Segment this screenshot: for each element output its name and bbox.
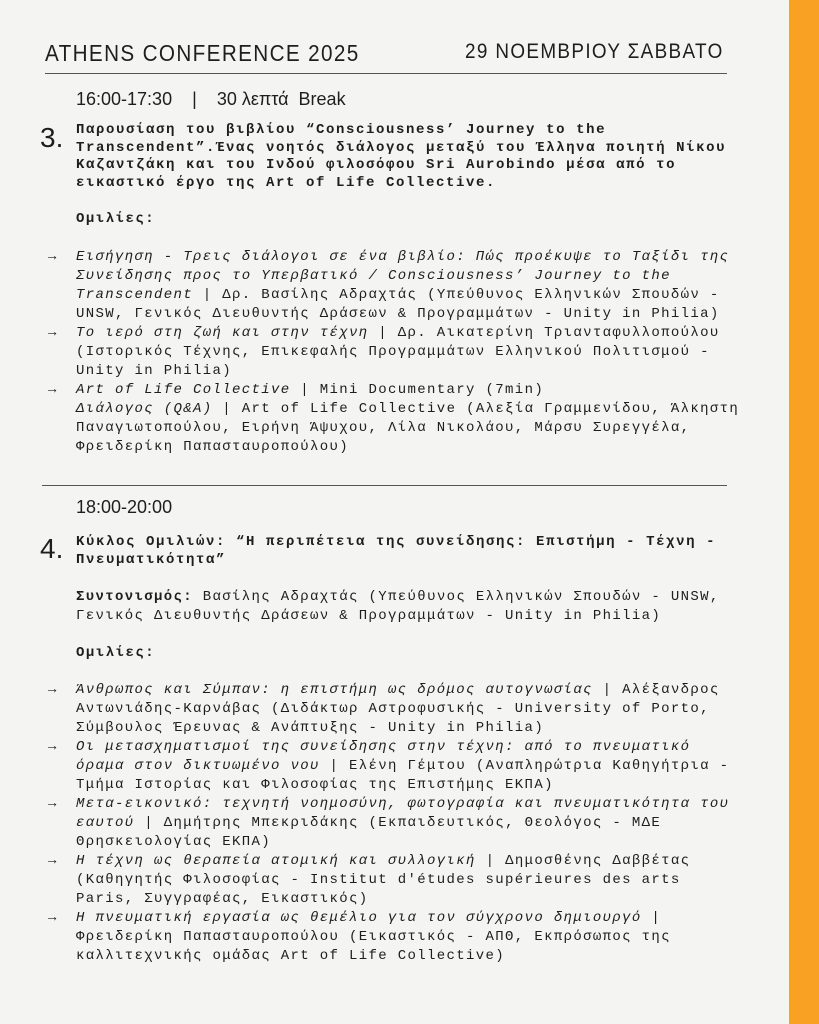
coordinator-label: Συντονισμός: <box>76 589 194 605</box>
arrow-icon: → <box>48 382 58 398</box>
session4-talks <box>48 681 748 966</box>
talk-speaker: | Art of Life Collective (Αλεξία Γραμμενίδου, Άλκηστη Παναγιωτοπούλου, Ειρήνη Άψυχου, Λίλα Νικολάου, Μάρσυ Συρεγγέλα, Φρειδερίκη Παπασταυροπούλου) <box>76 401 740 455</box>
arrow-icon: → <box>48 910 58 926</box>
session3-number: 3. <box>40 122 64 153</box>
talk-speaker: | Ελένη Γέμτου (Αναπληρώτρια Καθηγήτρια - Τμήμα Ιστορίας και Φιλοσοφίας της Επιστήμης ΕΚΠΑ) <box>76 758 730 793</box>
talk-title: Η πνευματική εργασία ως θεμέλιο για τον σύγχρονο δημιουργό <box>76 910 642 926</box>
arrow-icon: → <box>48 853 58 869</box>
talk-title: Το ιερό στη ζωή και στην τέχνη <box>76 325 369 341</box>
talk-speaker: | Mini Documentary (7min) <box>290 382 545 398</box>
conference-date: 29 ΝΟΕΜΒΡΙΟΥ ΣΑΒΒΑΤΟ <box>465 40 724 63</box>
talk-speaker: | Δημοσθένης Δαββέτας (Καθηγητής Φιλοσοφίας - Institut d'études supérieures des arts Paris, Συγγραφέας, Εικαστικός) <box>76 853 691 907</box>
arrow-icon: → <box>48 682 58 698</box>
talk-speaker: | Δρ. Αικατερίνη Τριανταφυλλοπούλου (Ιστορικός Τέχνης, Επικεφαλής Προγραμμάτων Ελληνικού Πολιτισμού - Unity in Philia) <box>76 325 720 379</box>
session4-coordinator <box>76 588 756 626</box>
time-separator: | <box>192 89 197 109</box>
talk-item <box>48 852 748 909</box>
header-divider <box>45 73 727 74</box>
talk-speaker: | Αλέξανδρος Αντωνιάδης-Καρνάβας (Διδάκτωρ Αστροφυσικής - University of Porto, Σύμβουλος Έρευνας & Ανάπτυξης - Unity in Philia) <box>76 682 720 736</box>
talk-item <box>48 681 748 738</box>
session4-title: Κύκλος Ομιλιών: “Η περιπέτεια της συνείδησης: Επιστήμη - Τέχνη - Πνευματικότητα” <box>76 534 717 568</box>
talk-speaker: | Δρ. Βασίλης Αδραχτάς (Υπεύθυνος Ελληνικών Σπουδών - UNSW, Γενικός Διευθυντής Δράσεων & Προγραμμάτων - Unity in Philia) <box>76 287 720 322</box>
talk-item <box>48 400 748 457</box>
talk-title: Διάλογος (Q&A) <box>76 401 213 417</box>
session4-talks-label: Ομιλίες: <box>76 645 156 661</box>
session4-time: 18:00-20:00 <box>76 497 173 517</box>
accent-bar <box>789 0 819 1024</box>
arrow-icon: → <box>48 325 58 341</box>
section-divider <box>42 485 727 486</box>
session3-time-row <box>76 89 346 110</box>
coordinator-text: Βασίλης Αδραχτάς (Υπεύθυνος Ελληνικών Σπουδών - UNSW, Γενικός Διευθυντής Δράσεων & Προγραμμάτων - Unity in Philia) <box>76 589 720 624</box>
talk-item <box>48 381 748 400</box>
arrow-icon: → <box>48 796 58 812</box>
conference-title: ATHENS CONFERENCE 2025 <box>45 40 360 66</box>
talk-item <box>48 909 748 966</box>
talk-item <box>48 248 748 324</box>
talk-title: Η τέχνη ως θεραπεία ατομική και συλλογική <box>76 853 476 869</box>
arrow-icon: → <box>48 739 58 755</box>
talk-item <box>48 738 748 795</box>
talk-item <box>48 795 748 852</box>
talk-title: Μετα-εικονικό: τεχνητή νοημοσύνη, φωτογραφία και πνευματικότητα του εαυτού <box>76 796 730 831</box>
session3-time: 16:00-17:30 <box>76 89 173 109</box>
talk-title: Οι μετασχηματισμοί της συνείδησης στην τέχνη: από το πνευματικό όραμα στον δικτυωμένο νου <box>76 739 691 774</box>
talk-speaker: | Δημήτρης Μπεκριδάκης (Εκπαιδευτικός, Θεολόγος - ΜΔΕ Θρησκειολογίας ΕΚΠΑ) <box>76 815 662 850</box>
talk-item <box>48 324 748 381</box>
session3-title: Παρουσίαση του βιβλίου “Consciousness’ Journey to the Transcendent”.Ένας νοητός διάλογος μεταξύ του Έλληνα ποιητή Νίκου Καζαντζάκη και του Ινδού φιλοσόφου Sri Aurobindo μέσα από το εικαστικό έργο της Art of Life Collective. <box>76 122 727 191</box>
talk-title: Εισήγηση - Τρεις διάλογοι σε ένα βιβλίο: Πώς προέκυψε το Ταξίδι της Συνείδησης προς το Υπερβατικό / Consciousness’ Journey to the Transcendent <box>76 249 730 303</box>
session3-talks <box>48 248 748 457</box>
break-label: 30 λεπτά Break <box>216 89 346 109</box>
talk-title: Άνθρωπος και Σύμπαν: η επιστήμη ως δρόμος αυτογνωσίας <box>76 682 593 698</box>
session4-number: 4. <box>40 533 64 564</box>
session3-talks-label: Ομιλίες: <box>76 211 156 227</box>
arrow-icon: → <box>48 249 58 265</box>
talk-title: Art of Life Collective <box>76 382 291 398</box>
talk-speaker: | Φρειδερίκη Παπασταυροπούλου (Εικαστικός - ΑΠΘ, Εκπρόσωπος της καλλιτεχνικής ομάδας Art of Life Collective) <box>76 910 671 964</box>
